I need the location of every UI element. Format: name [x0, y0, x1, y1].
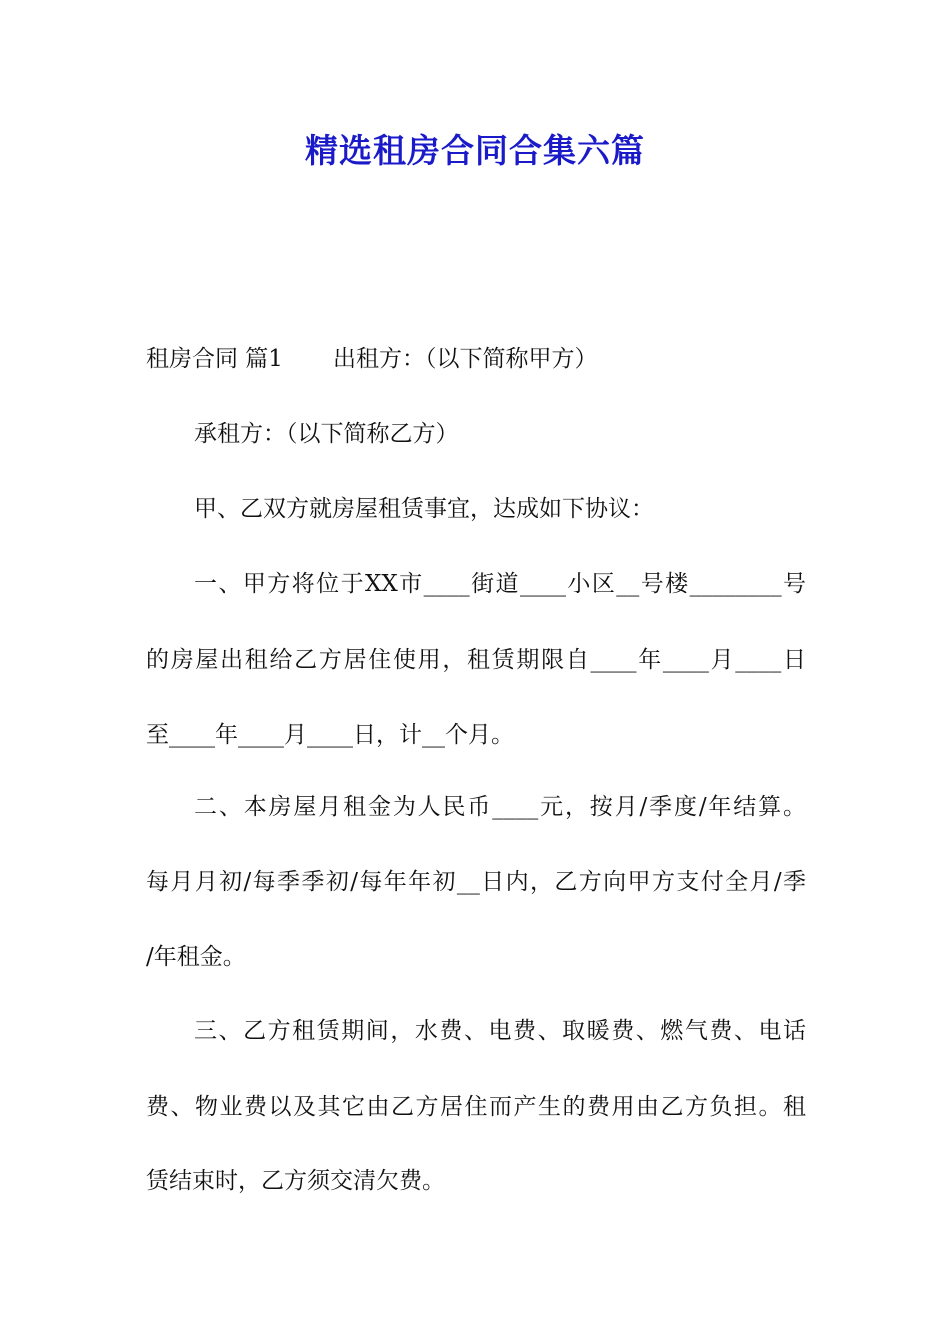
clause-3-line-2: 费、物业费以及其它由乙方居住而产生的费用由乙方负担。租	[146, 1094, 806, 1120]
lessor-line: 出租方：（以下简称甲方）	[332, 346, 598, 372]
clause-1-line-3: 至____年____月____日，计__个月。	[146, 722, 514, 748]
lessee-line: 承租方：（以下简称乙方）	[194, 421, 459, 447]
section-label: 租房合同 篇1	[146, 346, 283, 372]
clause-1-line-1: 一、甲方将位于XX市____街道____小区__号楼________号	[194, 571, 806, 597]
document-title: 精选租房合同合集六篇	[305, 131, 645, 170]
paragraph-line	[146, 342, 806, 376]
clause-2-line-1: 二、本房屋月租金为人民币____元，按月/季度/年结算。	[194, 794, 806, 820]
agreement-intro: 甲、乙双方就房屋租赁事宜，达成如下协议：	[194, 496, 654, 522]
clause-2-line-3: /年租金。	[146, 944, 246, 970]
clause-1-line-2: 的房屋出租给乙方居住使用，租赁期限自____年____月____日	[146, 647, 806, 673]
clause-2-line-2: 每月月初/每季季初/每年年初__日内，乙方向甲方支付全月/季	[146, 869, 806, 895]
clause-3-line-1: 三、乙方租赁期间，水费、电费、取暖费、燃气费、电话	[194, 1018, 806, 1044]
clause-3-line-3: 赁结束时，乙方须交清欠费。	[146, 1168, 445, 1194]
